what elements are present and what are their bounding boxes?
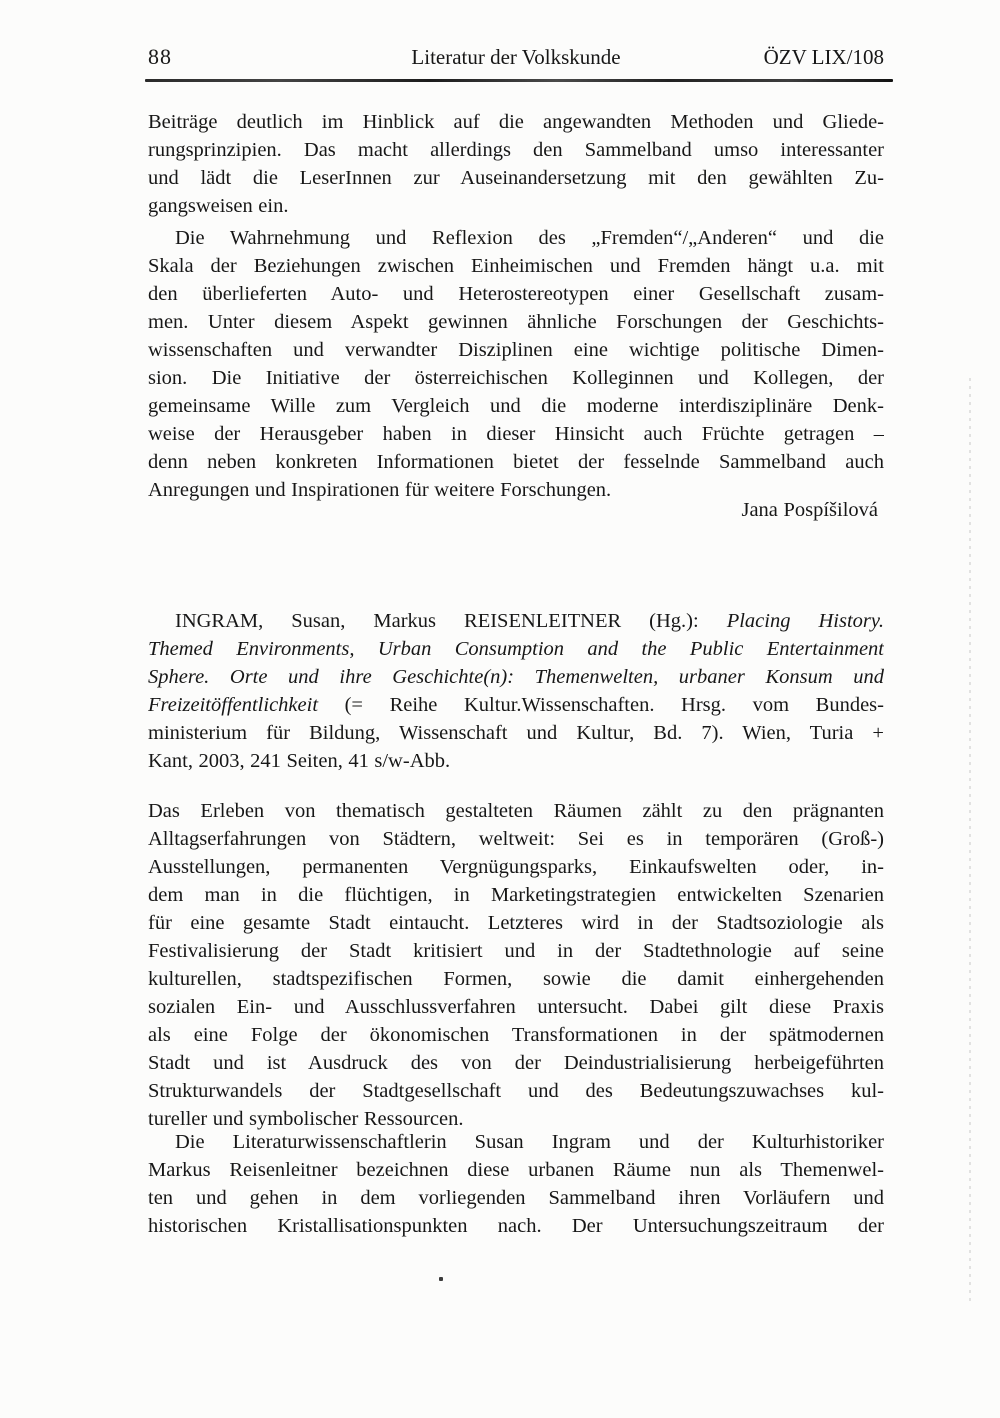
text-line bbox=[148, 797, 884, 825]
text-line bbox=[148, 635, 884, 663]
text-line bbox=[148, 420, 884, 448]
text-segment: INGRAM, Susan, Markus REISENLEITNER (Hg.): bbox=[175, 610, 727, 632]
text-line bbox=[148, 909, 884, 937]
text-line bbox=[148, 853, 884, 881]
text-line bbox=[148, 496, 884, 524]
text-segment: dem man in die flüchtigen, in Marketingstrategien entwickelten Szenarien bbox=[148, 884, 884, 906]
text-line bbox=[148, 719, 884, 747]
text-segment: sozialen Ein- und Ausschlussverfahren untersucht. Dabei gilt diese Praxis bbox=[148, 996, 884, 1018]
text-line bbox=[148, 164, 884, 192]
text-line bbox=[148, 937, 884, 965]
text-segment: ten und gehen in dem vorliegenden Sammelband ihren Vorläufern und bbox=[148, 1187, 884, 1209]
text-segment: Markus Reisenleitner bezeichnen diese urbanen Räume nun als Themenwel- bbox=[148, 1159, 884, 1181]
text-line bbox=[148, 1184, 884, 1212]
text-segment: gemeinsame Wille zum Vergleich und die moderne interdisziplinäre Denk- bbox=[148, 395, 884, 417]
text-segment: und lädt die LeserInnen zur Auseinandersetzung mit den gewählten Zu- bbox=[148, 167, 884, 189]
text-line bbox=[148, 224, 884, 252]
text-segment: historischen Kristallisationspunkten nach. Der Untersuchungszeitraum der bbox=[148, 1215, 884, 1237]
text-segment: tureller und symbolischer Ressourcen. bbox=[148, 1108, 464, 1130]
paragraph-review-body-2 bbox=[148, 1128, 884, 1240]
text-line bbox=[148, 252, 884, 280]
text-line bbox=[148, 747, 884, 775]
text-line bbox=[148, 136, 884, 164]
text-segment: sion. Die Initiative der österreichischen Kolleginnen und Kollegen, der bbox=[148, 367, 884, 389]
text-segment: weise der Herausgeber haben in dieser Hinsicht auch Früchte getragen – bbox=[148, 423, 884, 445]
text-segment: Das Erleben von thematisch gestalteten Räumen zählt zu den prägnanten bbox=[148, 800, 884, 822]
text-line bbox=[148, 448, 884, 476]
italic-text-segment: Placing History. bbox=[726, 610, 884, 632]
text-line bbox=[148, 881, 884, 909]
text-segment: Jana Pospíšilová bbox=[741, 499, 878, 521]
text-segment: gangsweisen ein. bbox=[148, 195, 289, 217]
text-segment: Die Wahrnehmung und Reflexion des „Fremden“/„Anderen“ und die bbox=[175, 227, 884, 249]
text-segment: Skala der Beziehungen zwischen Einheimischen und Fremden hängt u.a. mit bbox=[148, 255, 884, 277]
text-segment: Alltagserfahrungen von Städtern, weltweit: Sei es in temporären (Groß-) bbox=[148, 828, 884, 850]
text-line bbox=[148, 364, 884, 392]
text-segment: für eine gesamte Stadt eintaucht. Letzteres wird in der Stadtsoziologie als bbox=[148, 912, 884, 934]
journal-volume-ref: ÖZV LIX/108 bbox=[763, 45, 884, 69]
paragraph-review-body-1 bbox=[148, 797, 884, 1133]
text-segment: (= Reihe Kultur.Wissenschaften. Hrsg. vom Bundes- bbox=[344, 694, 884, 716]
text-line bbox=[148, 1212, 884, 1240]
page-header bbox=[148, 44, 884, 74]
scan-dot-artifact bbox=[439, 1277, 443, 1281]
text-segment: Stadt und ist Ausdruck des von der Deindustrialisierung herbeigeführten bbox=[148, 1052, 884, 1074]
text-segment: Die Literaturwissenschaftlerin Susan Ingram und der Kulturhistoriker bbox=[175, 1131, 884, 1153]
text-line bbox=[148, 308, 884, 336]
text-line bbox=[148, 965, 884, 993]
text-segment: men. Unter diesem Aspekt gewinnen ähnliche Forschungen der Geschichts- bbox=[148, 311, 884, 333]
text-line bbox=[148, 392, 884, 420]
italic-text-segment: Sphere. Orte und ihre Geschichte(n): Themenwelten, urbaner Konsum und bbox=[148, 666, 884, 688]
scan-edge-artifact bbox=[969, 378, 971, 1306]
text-segment: Anregungen und Inspirationen für weitere Forschungen. bbox=[148, 479, 612, 501]
text-segment: den überlieferten Auto- und Heterostereotypen einer Gesellschaft zusam- bbox=[148, 283, 884, 305]
text-line bbox=[148, 607, 884, 635]
running-section-title: Literatur der Volkskunde bbox=[411, 45, 621, 69]
text-line bbox=[148, 1021, 884, 1049]
italic-text-segment: Freizeitöffentlichkeit bbox=[148, 694, 345, 716]
text-line bbox=[148, 1156, 884, 1184]
text-line bbox=[148, 825, 884, 853]
text-line bbox=[148, 192, 884, 220]
text-line bbox=[148, 1049, 884, 1077]
text-segment: rungsprinzipien. Das macht allerdings den Sammelband umso interessanter bbox=[148, 139, 884, 161]
paragraph-reviewer-signature bbox=[148, 496, 884, 524]
text-line bbox=[148, 1128, 884, 1156]
text-line bbox=[148, 1077, 884, 1105]
text-line bbox=[148, 663, 884, 691]
text-segment: ministerium für Bildung, Wissenschaft und Kultur, Bd. 7). Wien, Turia + bbox=[148, 722, 884, 744]
header-rule bbox=[145, 79, 893, 82]
text-segment: Kant, 2003, 241 Seiten, 41 s/w-Abb. bbox=[148, 750, 451, 772]
paragraph-wahrnehmung bbox=[148, 224, 884, 504]
paragraph-bibliographic-entry bbox=[148, 607, 884, 775]
text-segment: Ausstellungen, permanenten Vergnügungsparks, Einkaufswelten oder, in- bbox=[148, 856, 884, 878]
text-line bbox=[148, 336, 884, 364]
text-segment: Strukturwandels der Stadtgesellschaft und des Bedeutungszuwachses kul- bbox=[148, 1080, 884, 1102]
page-number: 88 bbox=[148, 44, 172, 69]
text-segment: Beiträge deutlich im Hinblick auf die angewandten Methoden und Gliede- bbox=[148, 111, 884, 133]
text-line bbox=[148, 108, 884, 136]
text-segment: denn neben konkreten Informationen bietet der fesselnde Sammelband auch bbox=[148, 451, 884, 473]
text-line bbox=[148, 280, 884, 308]
text-line bbox=[148, 993, 884, 1021]
italic-text-segment: Themed Environments, Urban Consumption and the Public Entertainment bbox=[148, 638, 884, 660]
text-segment: kulturellen, stadtspezifischen Formen, sowie die damit einhergehenden bbox=[148, 968, 884, 990]
text-segment: als eine Folge der ökonomischen Transformationen in der spätmodernen bbox=[148, 1024, 884, 1046]
paragraph-review-conclusion bbox=[148, 108, 884, 220]
text-segment: Festivalisierung der Stadt kritisiert und in der Stadtethnologie auf seine bbox=[148, 940, 884, 962]
text-segment: wissenschaften und verwandter Disziplinen eine wichtige politische Dimen- bbox=[148, 339, 884, 361]
text-line bbox=[148, 691, 884, 719]
